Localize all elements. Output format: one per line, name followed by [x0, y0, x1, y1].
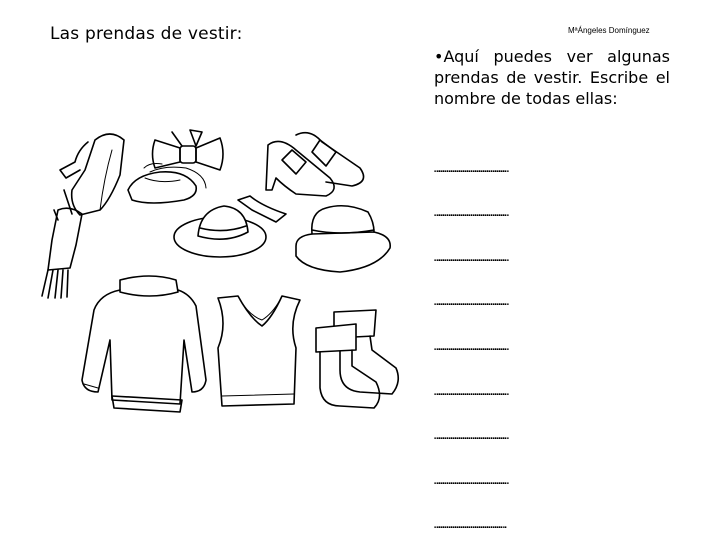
- answer-line[interactable]: ………………………………………………: [434, 250, 507, 264]
- sweater-icon: [82, 276, 206, 412]
- answer-line[interactable]: ………………………………………………: [434, 384, 507, 398]
- answer-line[interactable]: …………………………………………….: [434, 518, 507, 532]
- author-credit: MªÁngeles Domínguez: [568, 26, 650, 35]
- answer-line[interactable]: ………………………………………………: [434, 295, 507, 309]
- worksheet-title: Las prendas de vestir:: [50, 24, 243, 44]
- vest-icon: [218, 296, 300, 406]
- sun-hat-icon: [174, 196, 286, 257]
- bow-tie-icon: [153, 130, 224, 170]
- clogs-icon: [128, 164, 206, 204]
- heeled-shoes-icon: [266, 133, 364, 196]
- answer-line[interactable]: ………………………………………………: [434, 161, 507, 175]
- scarf-icon: [42, 134, 124, 298]
- boots-icon: [316, 310, 398, 408]
- fedora-hat-icon: [296, 206, 390, 272]
- answer-line[interactable]: ………………………………………………: [434, 206, 507, 220]
- answer-line[interactable]: ………………………………………………: [434, 473, 507, 487]
- answer-line[interactable]: ………………………………………………: [434, 429, 507, 443]
- instructions-text: •Aquí puedes ver algunas prendas de vestir. Escribe el nombre de todas ellas:: [434, 47, 670, 108]
- answer-line[interactable]: ………………………………………………: [434, 339, 507, 353]
